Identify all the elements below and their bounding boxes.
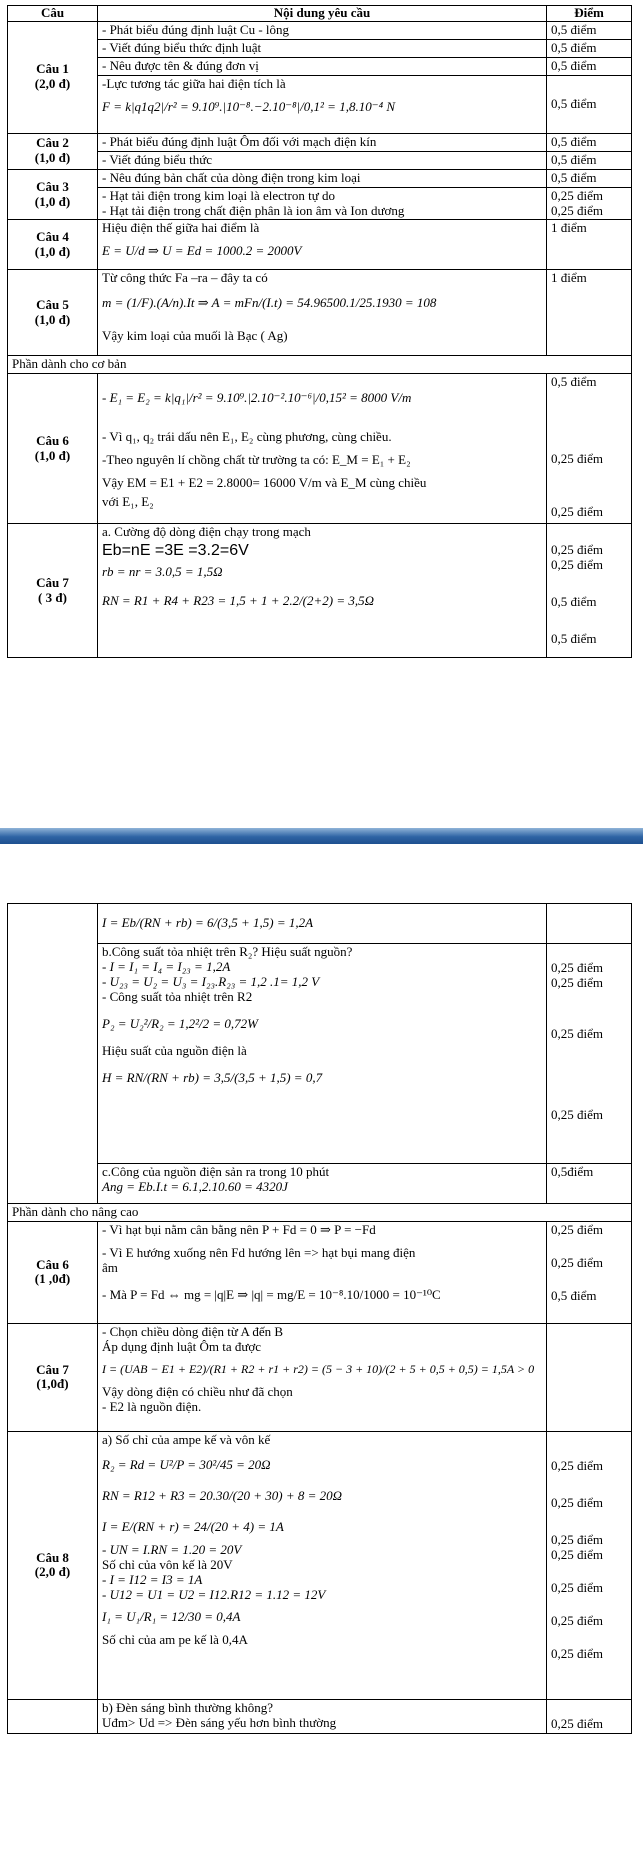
q3-points: 0,5 điểm	[547, 169, 632, 187]
header-score: Điểm	[547, 6, 632, 22]
q3-points: 0,25 điểm	[551, 187, 603, 203]
q5-points: 1 điểm	[547, 270, 632, 356]
part-b-points: 0,25 điểm	[551, 960, 603, 975]
q8-item: I = E/(RN + r) = 24/(20 + 4) = 1A	[102, 1518, 284, 1534]
q2-points: 0,5 điểm	[547, 133, 632, 151]
q6b-item: với E₁, E₂	[102, 494, 154, 510]
q7b-points: 0,25 điểm	[551, 542, 603, 558]
part-b-points: 0,25 điểm	[551, 1025, 603, 1041]
q7a-item: Áp dụng định luật Ôm ta được	[102, 1338, 262, 1354]
part-b-points: 0,25 điểm	[551, 1106, 603, 1122]
i-total-formula: I = Eb/(RN + rb) = 6/(3,5 + 1,5) = 1,2A	[102, 915, 314, 931]
q7a-item: - Chọn chiều dòng điện từ A đến B	[102, 1323, 284, 1339]
last-label-cell	[8, 1699, 98, 1733]
q1-formula: F = k|q1q2|/r² = 9.10⁹.|10⁻⁸.−2.10⁻⁸|/0,1² = 1,8.10⁻⁴ N	[102, 98, 396, 114]
part-c-item: c.Công của nguồn điện sản ra trong 10 phút	[102, 1164, 330, 1179]
header-question: Câu	[8, 6, 98, 22]
q8-item: I₁ = U₁/R₁ = 12/30 = 0,4A	[102, 1609, 241, 1625]
q5-item: Từ công thức Fa –ra – đây ta có	[102, 270, 268, 286]
q2-label: Câu 2 (1,0 đ)	[8, 133, 98, 169]
q2-points: 0,5 điểm	[547, 151, 632, 169]
part-b-item: H = RN/(RN + rb) = 3,5/(3,5 + 1,5) = 0,7	[102, 1069, 323, 1085]
last-item: Uđm> Ud => Đèn sáng yếu hơn bình thường	[102, 1714, 337, 1730]
q4-formula: E = U/d ⇒ U = Ed = 1000.2 = 2000V	[102, 243, 302, 259]
q7a-item: - E2 là nguồn điện.	[102, 1398, 202, 1414]
q6a-item: - Vì E hướng xuống nên Fd hướng lên => hạt bụi mang điện	[102, 1244, 416, 1260]
q8-item: Số chỉ của am pe kế là 0,4A	[102, 1632, 248, 1648]
part-b-points: 0,25 điểm	[551, 974, 603, 990]
last-points: 0,25 điểm	[547, 1699, 632, 1733]
q6a-item: - Mà P = Fd ⇔ mg = |q|E ⇒ |q| = mg/E = 10⁻⁸.10/1000 = 10⁻¹⁰C	[102, 1286, 441, 1302]
q6b-item: - Vì q₁, q₂ trái dấu nên E₁, E₂ cùng phương, cùng chiều.	[102, 429, 392, 445]
q8-points: 0,25 điểm	[551, 1579, 603, 1595]
part-b-item: - U₂₃ = U₂ = U₃ = I₂₃.R₂₃ = 1,2 .1= 1,2 V	[102, 973, 320, 989]
q6b-item: Vậy EM = E1 + E2 = 2.8000= 16000 V/m và E_M cùng chiều	[102, 475, 427, 491]
q8-points: 0,25 điểm	[551, 1546, 603, 1562]
q1-points: 0,5 điểm	[547, 75, 632, 133]
q8-item: - U12 = U1 = U2 = I12.R12 = 1.12 = 12V	[102, 1586, 326, 1602]
q1-item: - Phát biểu đúng định luật Cu - lông	[98, 21, 547, 39]
part-c-points: 0,5điểm	[547, 1164, 632, 1204]
q2-item: - Phát biểu đúng định luật Ôm đối với mạch điện kín	[98, 133, 547, 151]
q4-item: Hiệu điện thế giữa hai điểm là	[102, 220, 260, 236]
answer-table-page2	[7, 903, 632, 1734]
q7b-points: 0,5 điểm	[551, 594, 597, 610]
last-item: b) Đèn sáng bình thường không?	[102, 1699, 273, 1715]
part-b-item: P₂ = U₂²/R₂ = 1,2²/2 = 0,72W	[102, 1015, 258, 1031]
q5-formula: m = (1/F).(A/n).It ⇒ A = mFn/(I.t) = 54.96500.1/25.1930 = 108	[102, 295, 437, 311]
q1-item: -Lực tương tác giữa hai điện tích là	[102, 75, 286, 91]
q6b-points: 0,25 điểm	[551, 451, 603, 467]
q2-item: - Viết đúng biểu thức	[98, 151, 547, 169]
q6b-label: Câu 6 (1,0 đ)	[8, 374, 98, 524]
q5-item: Vậy kim loại của muối là Bạc ( Ag)	[102, 328, 288, 344]
q6a-item: - Vì hạt bụi nằm cân bằng nên P + Fd = 0 ⇒ P = −Fd	[102, 1221, 376, 1237]
q7a-item: Vậy dòng điện có chiều như đã chọn	[102, 1383, 293, 1399]
q3-item: - Hạt tải điện trong kim loại là electron tự do	[102, 187, 336, 203]
q4-points: 1 điểm	[547, 220, 632, 270]
page-break-band	[0, 828, 643, 844]
q6a-label: Câu 6 (1 ,0đ)	[8, 1221, 98, 1323]
q7a-label: Câu 7 (1,0đ)	[8, 1323, 98, 1431]
q8-item: - UN = I.RN = 1.20 = 20V	[102, 1541, 242, 1557]
part-b-item: b.Công suất tỏa nhiệt trên R₂? Hiệu suất nguồn?	[102, 944, 353, 959]
q6a-points: 0,5 điểm	[551, 1287, 597, 1303]
q8-label: Câu 8 (2,0 đ)	[8, 1431, 98, 1699]
q8-points: 0,25 điểm	[551, 1457, 603, 1473]
q6a-points: 0,25 điểm	[551, 1221, 603, 1237]
q8-points: 0,25 điểm	[551, 1494, 603, 1510]
q8-item: - I = I12 = I3 = 1A	[102, 1571, 203, 1587]
part-b-item: - Công suất tỏa nhiệt trên R2	[102, 988, 253, 1004]
q7b-rb: rb = nr = 3.0,5 = 1,5Ω	[102, 563, 223, 579]
q1-points: 0,5 điểm	[547, 39, 632, 57]
q8-item: R₂ = Rd = U²/P = 30²/45 = 20Ω	[102, 1456, 271, 1472]
q7b-rn: RN = R1 + R4 + R23 = 1,5 + 1 + 2.2/(2+2) = 3,5Ω	[102, 592, 375, 608]
q1-item: - Viết đúng biểu thức định luật	[98, 39, 547, 57]
q3-label: Câu 3 (1,0 đ)	[8, 169, 98, 220]
q6b-formula: - E₁ = E₂ = k|q₁|/r² = 9.10⁹.|2.10⁻².10⁻⁶|/0,15² = 8000 V/m	[102, 390, 412, 406]
q8-item: Số chỉ của vôn kế là 20V	[102, 1556, 233, 1572]
q6b-item: -Theo nguyên lí chồng chất từ trường ta có: E_M = E₁ + E₂	[102, 452, 411, 468]
q1-points: 0,5 điểm	[547, 57, 632, 75]
q4-label: Câu 4 (1,0 đ)	[8, 220, 98, 270]
section-advanced: Phần dành cho nâng cao	[8, 1204, 632, 1222]
q7a-formula: I = (UAB − E1 + E2)/(R1 + R2 + r1 + r2) = (5 − 3 + 10)/(2 + 5 + 0,5 + 0,5) = 1,5A > 0	[102, 1361, 535, 1376]
section-basic: Phần dành cho cơ bản	[8, 356, 632, 374]
answer-table-page1	[7, 5, 632, 658]
q3-item: - Hạt tải điện trong chất điện phân là ion âm và Ion dương	[102, 202, 405, 218]
q7b-label: Câu 7 ( 3 đ)	[8, 524, 98, 658]
q7b-item: a. Cường độ dòng điện chạy trong mạch	[102, 524, 311, 540]
q8-item: a) Số chỉ của ampe kế và vôn kế	[102, 1431, 271, 1447]
part-b-item: - I = I₁ = I₄ = I₂₃ = 1,2A	[102, 958, 231, 974]
q6a-item: âm	[102, 1259, 118, 1275]
header-content: Nội dung yêu cầu	[98, 6, 547, 22]
q6a-points: 0,25 điểm	[551, 1254, 603, 1270]
q3-points: 0,25 điểm	[551, 202, 603, 218]
q6b-points: 0,25 điểm	[551, 504, 603, 520]
q1-item: - Nêu được tên & đúng đơn vị	[98, 57, 547, 75]
q8-points: 0,25 điểm	[551, 1531, 603, 1547]
q1-points: 0,5 điểm	[547, 21, 632, 39]
q7b-points: 0,5 điểm	[551, 631, 597, 647]
q5-label: Câu 5 (1,0 đ)	[8, 270, 98, 356]
q7b-points: 0,25 điểm	[551, 557, 603, 573]
table-header	[8, 6, 632, 22]
q3-item: - Nêu đúng bản chất của dòng điện trong kim loại	[98, 169, 547, 187]
q1-label: Câu 1 (2,0 đ)	[8, 21, 98, 133]
q8-item: RN = R12 + R3 = 20.30/(20 + 30) + 8 = 20Ω	[102, 1487, 343, 1503]
q7b-continued-cell	[8, 904, 98, 1204]
q8-points: 0,25 điểm	[551, 1645, 603, 1661]
q7b-eb: Eb=nE =3E =3.2=6V	[102, 542, 249, 560]
q8-points: 0,25 điểm	[551, 1612, 603, 1628]
part-c-item: Ang = Eb.I.t = 6.1,2.10.60 = 4320J	[102, 1178, 288, 1194]
part-b-item: Hiệu suất của nguồn điện là	[102, 1042, 247, 1058]
q6b-points: 0,5 điểm	[551, 374, 597, 390]
